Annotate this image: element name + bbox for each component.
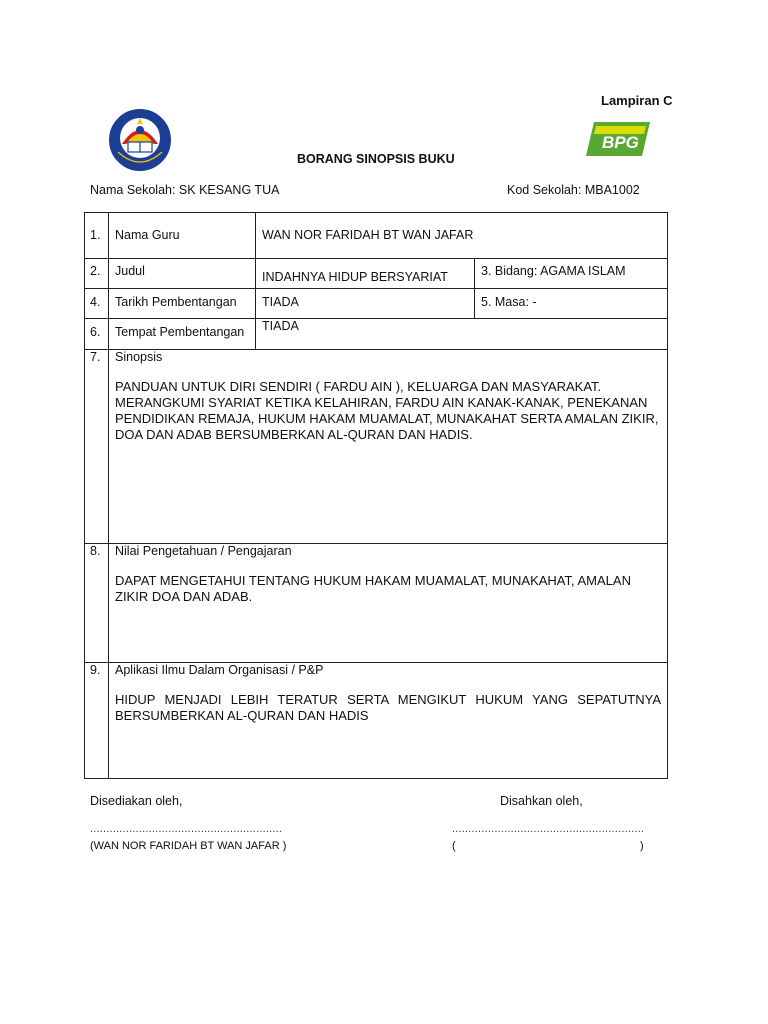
row-value-presentation-date: TIADA [256, 289, 475, 319]
table-row [85, 544, 668, 663]
row-number: 4. [85, 289, 109, 319]
bpg-logo-text: BPG [602, 133, 639, 152]
row-value-presentation-venue: TIADA [256, 319, 668, 350]
appendix-label: Lampiran C [601, 93, 673, 108]
synopsis-text: PANDUAN UNTUK DIRI SENDIRI ( FARDU AIN ), KELUARGA DAN MASYARAKAT. MERANGKUMI SYARIAT KETIKA KELAHIRAN, FARDU AIN KANAK-KANAK, PENEKANAN PENDIDIKAN REMAJA, HUKUM HAKAM MUAMALAT, MUNAKAHAT SERTA AMALAN ZIKIR, DOA DAN ADAB BERSUMBERKAN AL-QURAN DAN HADIS. [115, 379, 659, 442]
school-code: Kod Sekolah: MBA1002 [507, 183, 640, 197]
form-title: BORANG SINOPSIS BUKU [297, 152, 455, 166]
synopsis-form-table [84, 212, 668, 779]
application-label: Aplikasi Ilmu Dalam Organisasi / P&P [115, 663, 324, 677]
application-cell [109, 663, 668, 779]
row-value-time: 5. Masa: - [475, 289, 668, 319]
table-row [85, 213, 668, 259]
knowledge-value-cell [109, 544, 668, 663]
row-value-field: 3. Bidang: AGAMA ISLAM [475, 259, 668, 289]
row-number: 6. [85, 319, 109, 350]
knowledge-value-label: Nilai Pengetahuan / Pengajaran [115, 544, 292, 558]
row-label-presentation-date: Tarikh Pembentangan [109, 289, 256, 319]
synopsis-cell [109, 350, 668, 544]
row-label-teacher-name: Nama Guru [109, 213, 256, 259]
prepared-signature-line: ........................................................... [90, 823, 283, 835]
prepared-by-name: (WAN NOR FARIDAH BT WAN JAFAR ) [90, 840, 287, 852]
row-number: 2. [85, 259, 109, 289]
table-row [85, 350, 668, 544]
approved-by-label: Disahkan oleh, [500, 794, 583, 808]
approved-name-open: ( [452, 840, 456, 852]
ministry-crest-logo [108, 108, 172, 172]
table-row [85, 259, 668, 289]
table-row [85, 663, 668, 779]
row-number: 9. [85, 663, 109, 779]
bpg-logo [584, 120, 652, 158]
synopsis-label: Sinopsis [115, 350, 163, 364]
knowledge-value-text: DAPAT MENGETAHUI TENTANG HUKUM HAKAM MUAMALAT, MUNAKAHAT, AMALAN ZIKIR DOA DAN ADAB. [115, 573, 631, 604]
approved-name-close: ) [640, 840, 644, 852]
row-value-teacher-name: WAN NOR FARIDAH BT WAN JAFAR [256, 213, 668, 259]
row-number: 7. [85, 350, 109, 544]
approved-signature-line: ........................................................... [452, 823, 645, 835]
row-number: 8. [85, 544, 109, 663]
table-row [85, 289, 668, 319]
table-row [85, 319, 668, 350]
application-text: HIDUP MENJADI LEBIH TERATUR SERTA MENGIKUT HUKUM YANG SEPATUTNYA BERSUMBERKAN AL-QURAN DAN HADIS [115, 692, 662, 723]
row-label-presentation-venue: Tempat Pembentangan [109, 319, 256, 350]
row-value-title: INDAHNYA HIDUP BERSYARIAT [256, 259, 475, 289]
row-label-title: Judul [109, 259, 256, 289]
school-name: Nama Sekolah: SK KESANG TUA [90, 183, 280, 197]
prepared-by-label: Disediakan oleh, [90, 794, 183, 808]
row-number: 1. [85, 213, 109, 259]
